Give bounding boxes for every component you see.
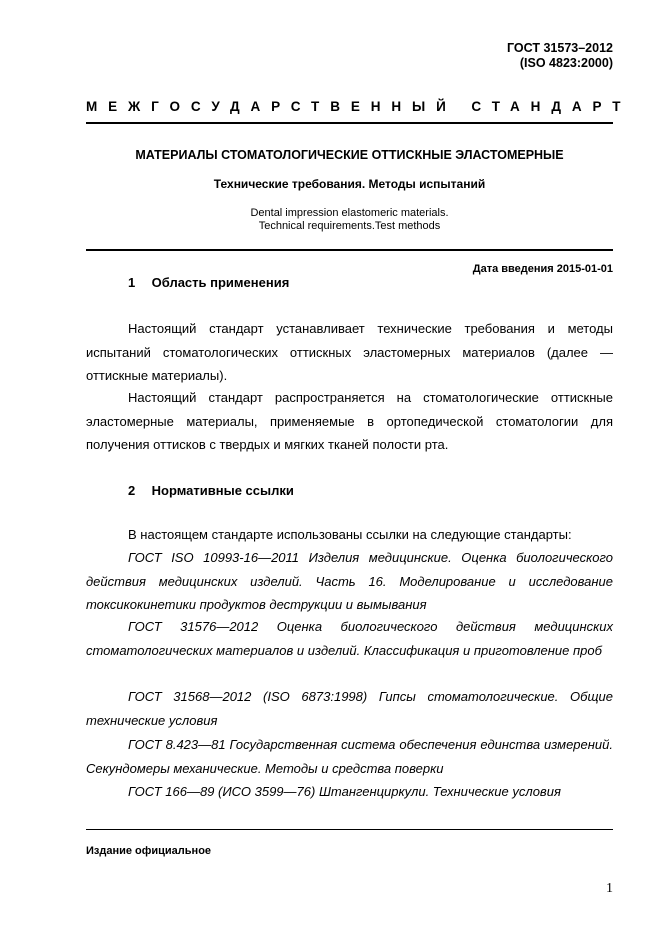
section-1-heading — [128, 275, 289, 290]
interstate-standard-label: МЕЖГОСУДАРСТВЕННЫЙ СТАНДАРТ — [86, 99, 632, 114]
reference-item: ГОСТ 31576—2012 Оценка биологического действия медицинских стоматологических материалов и изделий. Классификация и приготовление проб — [86, 619, 613, 658]
english-title-line-2: Technical requirements.Test methods — [258, 220, 441, 232]
section-number: 1 — [128, 275, 136, 290]
english-title-line-1: Dental impression elastomeric materials. — [250, 207, 449, 219]
iso-reference: (ISO 4823:2000) — [519, 56, 613, 70]
title-divider — [86, 249, 613, 251]
top-divider — [86, 122, 613, 124]
section-1-paragraph-2: Настоящий стандарт распространяется на стоматологические оттискные эластомерные материалы, применяемые в ортопедической стоматологии для получения оттисков с твердых и мягких тканей полости рта. — [86, 390, 613, 452]
document-title: МАТЕРИАЛЫ СТОМАТОЛОГИЧЕСКИЕ ОТТИСКНЫЕ ЭЛАСТОМЕРНЫЕ — [135, 148, 564, 162]
section-title: Область применения — [151, 275, 290, 290]
footer-divider — [86, 829, 613, 830]
section-number: 2 — [128, 483, 136, 498]
english-title — [86, 207, 613, 233]
section-title: Нормативные ссылки — [151, 483, 294, 498]
edition-label: Издание официальное — [86, 845, 212, 857]
document-subtitle: Технические требования. Методы испытаний — [213, 177, 486, 191]
page-number: 1 — [606, 881, 613, 896]
introduction-date: Дата введения 2015-01-01 — [472, 263, 613, 275]
reference-item: ГОСТ 31568—2012 (ISO 6873:1998) Гипсы стоматологические. Общие технические условия — [86, 689, 613, 728]
reference-item: ГОСТ ISO 10993-16—2011 Изделия медицинские. Оценка биологического действия медицинских изделий. Часть 16. Моделирование и исследование токсикокинетики продуктов деструкции и вымывания — [86, 550, 613, 612]
section-2-intro: В настоящем стандарте использованы ссылки на следующие стандарты: — [128, 527, 572, 542]
standard-code: ГОСТ 31573–2012 — [507, 41, 613, 55]
section-1-paragraph-1: Настоящий стандарт устанавливает технические требования и методы испытаний стоматологических оттискных эластомерных материалов (далее — оттискные материалы). — [86, 321, 613, 383]
reference-item: ГОСТ 166—89 (ИСО 3599—76) Штангенциркули. Технические условия — [128, 784, 561, 799]
reference-item: ГОСТ 8.423—81 Государственная система обеспечения единства измерений. Секундомеры механические. Методы и средства поверки — [86, 737, 613, 776]
section-2-heading — [128, 483, 294, 498]
